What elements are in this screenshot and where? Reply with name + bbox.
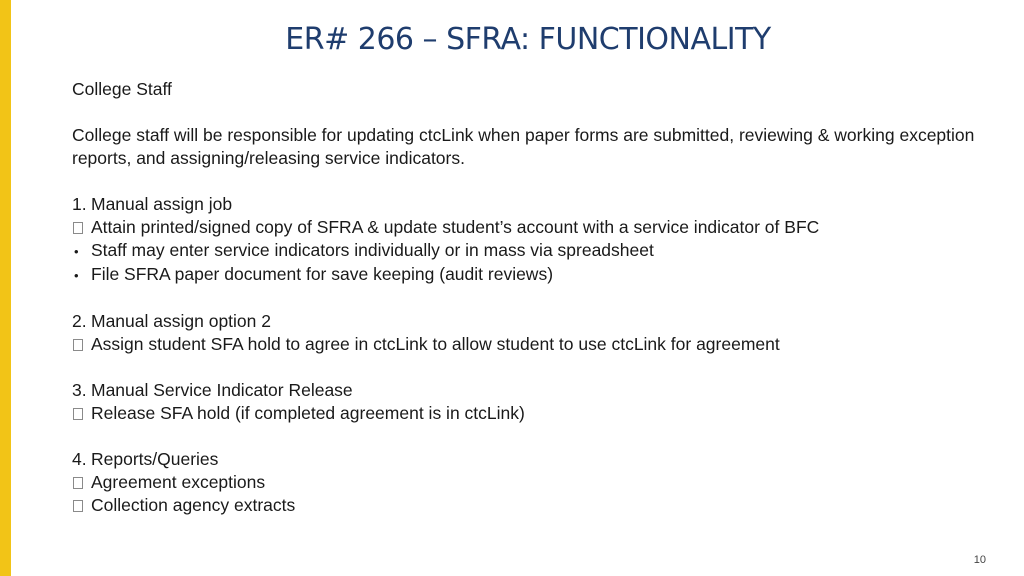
item-label: Manual assign job xyxy=(91,194,233,214)
list-item-4 xyxy=(72,448,1002,471)
item-number: 4. xyxy=(72,449,87,469)
checkbox-bullet-icon xyxy=(73,408,83,420)
bullet-text: Staff may enter service indicators individually or in mass via spreadsheet xyxy=(91,240,654,260)
checkbox-bullet-icon xyxy=(73,500,83,512)
checkbox-bullet-icon xyxy=(73,477,83,489)
intro-paragraph: College staff will be responsible for updating ctcLink when paper forms are submitted, reviewing & working exception reports, and assigning/releasing service indicators. xyxy=(72,125,975,168)
dot-bullet-icon: • xyxy=(74,244,79,259)
list-item-1-bullet-2 xyxy=(72,239,1002,263)
list-item-1-bullet-1 xyxy=(72,216,1002,239)
item-number: 3. xyxy=(72,380,87,400)
item-number: 1. xyxy=(72,194,87,214)
section-heading: College Staff xyxy=(72,79,172,99)
item-label: Reports/Queries xyxy=(91,449,219,469)
dot-bullet-icon: • xyxy=(74,268,79,283)
bullet-text: File SFRA paper document for save keeping (audit reviews) xyxy=(91,264,554,284)
list-item-4-bullet-2 xyxy=(72,494,1002,517)
list-item-1-bullet-3 xyxy=(72,263,1002,287)
accent-bar xyxy=(0,0,11,576)
bullet-text: Agreement exceptions xyxy=(91,472,266,492)
list-item-3-bullet-1 xyxy=(72,402,1002,425)
list-item-2-bullet-1 xyxy=(72,333,1002,356)
list-item-3 xyxy=(72,379,1002,402)
bullet-text: Attain printed/signed copy of SFRA & update student’s account with a service indicator of BFC xyxy=(91,217,820,237)
list-item-1 xyxy=(72,193,1002,216)
item-label: Manual assign option 2 xyxy=(91,311,271,331)
bullet-text: Assign student SFA hold to agree in ctcLink to allow student to use ctcLink for agreement xyxy=(91,334,780,354)
checkbox-bullet-icon xyxy=(73,222,83,234)
bullet-text: Collection agency extracts xyxy=(91,495,296,515)
checkbox-bullet-icon xyxy=(73,339,83,351)
item-number: 2. xyxy=(72,311,87,331)
bullet-text: Release SFA hold (if completed agreement is in ctcLink) xyxy=(91,403,525,423)
item-label: Manual Service Indicator Release xyxy=(91,380,353,400)
list-item-4-bullet-1 xyxy=(72,471,1002,494)
page-number: 10 xyxy=(973,554,986,566)
slide-content xyxy=(72,78,1002,517)
slide-title: ER# 266 – SFRA: FUNCTIONALITY xyxy=(285,22,771,57)
list-item-2 xyxy=(72,310,1002,333)
